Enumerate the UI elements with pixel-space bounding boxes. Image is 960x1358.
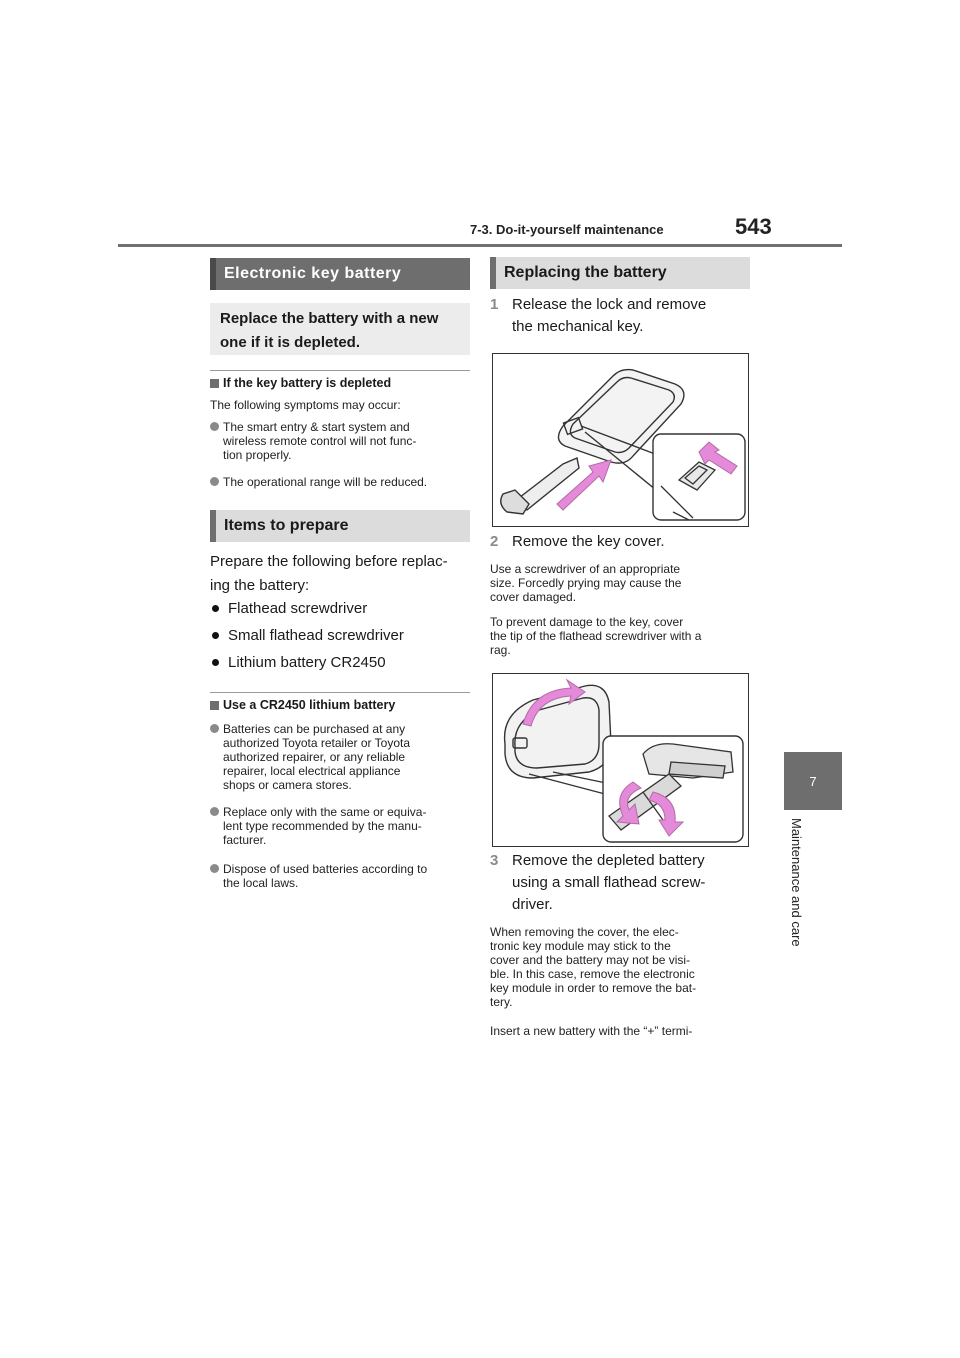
list-line: The smart entry & start system and xyxy=(223,420,410,434)
subheading-text: Use a CR2450 lithium battery xyxy=(223,698,396,712)
chapter-number: 7 xyxy=(809,773,817,789)
list-line: wireless remote control will not func- xyxy=(223,434,417,448)
intro-box xyxy=(210,303,470,355)
list-line: repairer, local electrical appliance xyxy=(223,764,401,778)
chapter-tab[interactable] xyxy=(784,752,842,810)
section-heading-electronic-key-battery xyxy=(210,258,470,290)
figure-release-lock xyxy=(492,353,749,527)
note-line: cover damaged. xyxy=(490,590,577,604)
note-line: tronic key module may stick to the xyxy=(490,939,671,953)
section-heading-items-to-prepare xyxy=(210,510,470,542)
heading-text: Electronic key battery xyxy=(224,265,402,282)
note-line: rag. xyxy=(490,643,511,657)
key-cover-illustration xyxy=(493,674,749,847)
step-line: Remove the depleted battery xyxy=(512,852,705,869)
list-line: authorized repairer, or any reliable xyxy=(223,750,406,764)
prepare-item: Small flathead screwdriver xyxy=(210,626,404,646)
step-number: 1 xyxy=(490,296,499,313)
subheading-depleted xyxy=(210,376,391,390)
chapter-title: Maintenance and care xyxy=(789,818,804,947)
list-line: facturer. xyxy=(223,833,267,847)
subheading-use-battery xyxy=(210,698,395,712)
list-line: tion properly. xyxy=(223,448,292,462)
step-3 xyxy=(490,850,782,916)
list-line: Dispose of used batteries according to xyxy=(223,862,428,876)
list-line: The operational range will be reduced. xyxy=(223,475,428,489)
divider xyxy=(210,370,470,371)
key-release-illustration xyxy=(493,354,749,527)
list-line: shops or camera stores. xyxy=(223,778,352,792)
prepare-text xyxy=(210,550,448,598)
step-2-note xyxy=(490,562,755,604)
list-item xyxy=(210,722,470,792)
step-2-note xyxy=(490,615,755,657)
chapter-side-label xyxy=(786,818,810,998)
list-line: Batteries can be purchased at any xyxy=(223,722,406,736)
list-line: lent type recommended by the manu- xyxy=(223,819,422,833)
list-item xyxy=(210,420,470,462)
section-label: 7-3. Do-it-yourself maintenance xyxy=(470,222,664,237)
text-line: Prepare the following before replac- xyxy=(210,553,448,570)
heading-text: Replacing the battery xyxy=(504,264,667,281)
square-bullet-icon xyxy=(210,701,219,710)
figure-remove-cover xyxy=(492,673,749,847)
note-line: To prevent damage to the key, cover xyxy=(490,615,684,629)
note-line: size. Forcedly prying may cause the xyxy=(490,576,682,590)
heading-bar xyxy=(210,510,216,542)
step-1 xyxy=(490,294,782,338)
list-item xyxy=(210,475,470,489)
list-item xyxy=(210,862,470,890)
prepare-item: Flathead screwdriver xyxy=(210,599,367,619)
step-line: Remove the key cover. xyxy=(512,533,665,550)
divider xyxy=(210,692,470,693)
page-number: 543 xyxy=(735,214,772,239)
step-3-note xyxy=(490,1024,755,1038)
intro-line: one if it is depleted. xyxy=(220,334,361,351)
note-line: cover and the battery may not be visi- xyxy=(490,953,691,967)
heading-text: Items to prepare xyxy=(224,517,349,534)
note-line: ble. In this case, remove the electronic xyxy=(490,967,695,981)
note-line: Insert a new battery with the “+” termi- xyxy=(490,1024,693,1038)
step-line: driver. xyxy=(512,896,553,913)
prepare-item: Lithium battery CR2450 xyxy=(210,653,386,673)
note-line: key module in order to remove the bat- xyxy=(490,981,697,995)
step-line: Release the lock and remove xyxy=(512,296,707,313)
intro-line: Replace the battery with a new xyxy=(220,310,439,327)
note-line: When removing the cover, the elec- xyxy=(490,925,679,939)
step-line: the mechanical key. xyxy=(512,318,644,335)
list-item xyxy=(210,805,470,847)
step-number: 2 xyxy=(490,533,499,550)
heading-bar xyxy=(210,258,216,290)
step-3-note xyxy=(490,925,755,1009)
subheading-text: If the key battery is depleted xyxy=(223,376,392,390)
note-line: the tip of the flathead screwdriver with a xyxy=(490,629,702,643)
header-divider xyxy=(118,244,842,247)
note-line: tery. xyxy=(490,995,513,1009)
text-line: ing the battery: xyxy=(210,577,310,594)
step-number: 3 xyxy=(490,852,499,869)
step-2 xyxy=(490,531,782,553)
list-line: the local laws. xyxy=(223,876,299,890)
step-line: using a small flathead screw- xyxy=(512,874,706,891)
square-bullet-icon xyxy=(210,379,219,388)
note-line: Use a screwdriver of an appropriate xyxy=(490,562,681,576)
heading-bar xyxy=(490,257,496,289)
depleted-lead: The following symptoms may occur: xyxy=(210,398,401,412)
list-line: Replace only with the same or equiva- xyxy=(223,805,427,819)
section-heading-replacing-battery xyxy=(490,257,750,289)
list-line: authorized Toyota retailer or Toyota xyxy=(223,736,411,750)
